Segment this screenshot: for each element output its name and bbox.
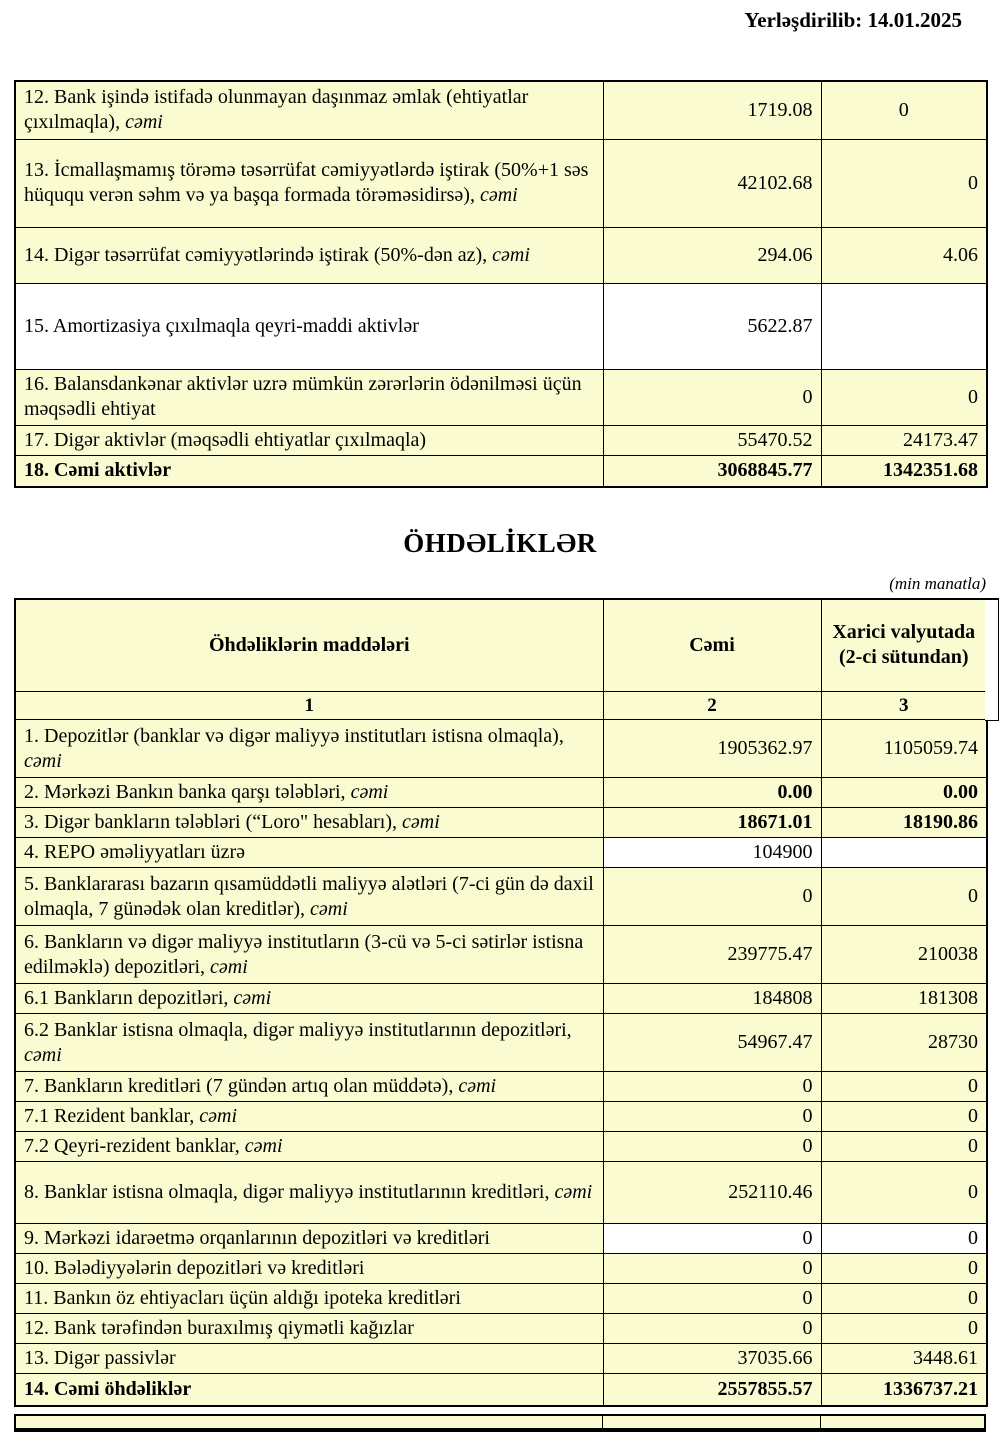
table-row — [15, 1014, 987, 1072]
row-label-cell — [15, 778, 603, 808]
total-value-cell: 239775.47 — [603, 926, 821, 984]
row-label: 8. Banklar istisna olmaqla, digər maliyyə institutlarının kreditləri, — [24, 1181, 555, 1204]
foreign-value-cell: 18190.86 — [821, 808, 987, 838]
row-label: 10. Bələdiyyələrin depozitləri və kreditləri — [24, 1257, 365, 1280]
row-label: 11. Bankın öz ehtiyacları üçün aldığı ipoteka kreditləri — [24, 1287, 461, 1310]
foreign-value-cell: 0 — [821, 1314, 987, 1344]
header-cell-overhang — [985, 598, 999, 721]
foreign-value-cell: 0 — [821, 1254, 987, 1284]
foreign-value-cell: 0 — [821, 139, 987, 227]
table-row — [15, 81, 987, 139]
liabilities-table — [14, 598, 988, 1407]
total-value-cell: 3068845.77 — [603, 455, 821, 487]
row-label-suffix: cəmi — [24, 1043, 62, 1066]
table-row — [15, 838, 987, 868]
foreign-value-cell: 28730 — [821, 1014, 987, 1072]
row-label-cell — [15, 369, 603, 425]
total-value-cell: 18671.01 — [603, 808, 821, 838]
table-row — [15, 808, 987, 838]
section-title: ÖHDƏLİKLƏR — [403, 528, 597, 558]
foreign-value-cell: 24173.47 — [821, 425, 987, 455]
row-label-cell — [15, 868, 603, 926]
foreign-value-cell: 3448.61 — [821, 1344, 987, 1374]
total-value-cell: 0 — [603, 868, 821, 926]
row-label-cell — [15, 425, 603, 455]
row-label: 9. Mərkəzi idarəetmə orqanlarının depozitləri və kreditləri — [24, 1227, 490, 1250]
foreign-value-cell: 0 — [821, 1162, 987, 1224]
row-label-cell — [15, 455, 603, 487]
row-label-cell — [15, 1344, 603, 1374]
total-value-cell: 55470.52 — [603, 425, 821, 455]
row-label-suffix: cəmi — [402, 811, 440, 834]
row-label-suffix: cəmi — [492, 243, 530, 266]
row-label: 7.1 Rezident banklar, — [24, 1105, 200, 1128]
total-value-cell: 0 — [603, 1224, 821, 1254]
total-value-cell: 1719.08 — [603, 81, 821, 139]
row-label-suffix: cəmi — [233, 987, 272, 1010]
row-label-cell — [15, 1162, 603, 1224]
row-label: 17. Digər aktivlər (məqsədli ehtiyatlar çıxılmaqla) — [24, 428, 427, 451]
row-label: 16. Balansdankənar aktivlər uzrə mümkün zərərlərin ödənilməsi üçün məqsədli ehtiyat — [24, 373, 582, 420]
total-value-cell: 0 — [603, 1314, 821, 1344]
row-label: 6. Bankların və digər maliyyə institutların (3-cü və 5-ci sətirlər istisna edilməklə) depozitləri, — [24, 930, 584, 978]
column-divider — [602, 1416, 603, 1428]
table-row — [15, 778, 987, 808]
row-label-cell — [15, 1314, 603, 1344]
table-row — [15, 926, 987, 984]
foreign-value-cell: 0 — [821, 1072, 987, 1102]
row-label: 6.1 Bankların depozitləri, — [24, 987, 234, 1010]
foreign-value-cell: 181308 — [821, 984, 987, 1014]
column-number-row — [15, 691, 987, 720]
row-label-cell — [15, 808, 603, 838]
total-value-cell: 0 — [603, 1132, 821, 1162]
table-row — [15, 1314, 987, 1344]
next-table-cutoff-row — [14, 1414, 986, 1432]
col-header-total: Cəmi — [603, 599, 821, 691]
total-value-cell: 37035.66 — [603, 1344, 821, 1374]
col-number-1: 1 — [15, 691, 603, 720]
total-value-cell: 252110.46 — [603, 1162, 821, 1224]
row-label: 6.2 Banklar istisna olmaqla, digər maliyyə institutlarının depozitləri, — [24, 1018, 572, 1041]
row-label-suffix: cəmi — [458, 1075, 497, 1098]
row-label: 12. Bank işində istifadə olunmayan daşınmaz əmlak (ehtiyatlar çıxılmaqla), — [24, 86, 529, 134]
row-label-cell — [15, 838, 603, 868]
row-label: 14. Cəmi öhdəliklər — [24, 1378, 192, 1400]
table-row — [15, 1072, 987, 1102]
row-label-cell — [15, 720, 603, 778]
assets-table — [14, 80, 988, 488]
foreign-value-cell: 1336737.21 — [821, 1374, 987, 1406]
col-number-2: 2 — [603, 691, 821, 720]
table-row-total-assets — [15, 455, 987, 487]
row-label: 13. Digər passivlər — [24, 1347, 176, 1370]
posted-date: Yerləşdirilib: 14.01.2025 — [744, 8, 962, 32]
row-label: 18. Cəmi aktivlər — [24, 459, 172, 482]
table-row — [15, 425, 987, 455]
row-label-cell — [15, 1072, 603, 1102]
col-header-foreign: Xarici valyutada (2-ci sütundan) — [821, 599, 987, 691]
row-label: 13. İcmallaşmamış törəmə təsərrüfat cəmiyyətlərdə iştirak (50%+1 səs hüququ verən səhm və ya başqa formada törəməsidirsə), — [24, 159, 589, 206]
total-value-cell: 294.06 — [603, 227, 821, 283]
total-value-cell: 1905362.97 — [603, 720, 821, 778]
foreign-value-cell: 0.00 — [821, 778, 987, 808]
row-label-cell — [15, 1224, 603, 1254]
total-value-cell: 0 — [603, 1072, 821, 1102]
foreign-value-cell: 0 — [821, 369, 987, 425]
foreign-value-cell — [821, 838, 987, 868]
table-row — [15, 1162, 987, 1224]
table-row — [15, 868, 987, 926]
table-row — [15, 1132, 987, 1162]
row-label-suffix: cəmi — [310, 897, 348, 920]
total-value-cell: 0 — [603, 1254, 821, 1284]
row-label: 14. Digər təsərrüfat cəmiyyətlərində iştirak (50%-dən az), — [24, 243, 493, 266]
foreign-value-cell: 0 — [821, 1102, 987, 1132]
row-label-cell — [15, 1014, 603, 1072]
row-label-suffix: cəmi — [24, 749, 62, 772]
table-row — [15, 283, 987, 369]
row-label: 12. Bank tərəfindən buraxılmış qiymətli kağızlar — [24, 1317, 414, 1340]
foreign-value-cell: 0 — [821, 868, 987, 926]
foreign-value-cell: 1105059.74 — [821, 720, 987, 778]
column-divider — [820, 1416, 821, 1428]
foreign-value-cell: 4.06 — [821, 227, 987, 283]
row-label-suffix: cəmi — [125, 111, 163, 134]
row-label: 7.2 Qeyri-rezident banklar, — [24, 1135, 245, 1158]
total-value-cell: 0 — [603, 1102, 821, 1132]
table-row — [15, 1224, 987, 1254]
row-label: 4. REPO əməliyyatları üzrə — [24, 841, 246, 864]
row-label-suffix: cəmi — [244, 1135, 283, 1158]
foreign-value-cell: 210038 — [821, 926, 987, 984]
table-row — [15, 139, 987, 227]
table-row-total-liabilities — [15, 1374, 987, 1406]
total-value-cell: 0 — [603, 1284, 821, 1314]
foreign-value-cell: 0 — [821, 1132, 987, 1162]
unit-note: (min manatla) — [889, 574, 986, 593]
row-label-suffix: cəmi — [350, 781, 389, 804]
row-label-cell — [15, 1284, 603, 1314]
table-row — [15, 1254, 987, 1284]
total-value-cell: 2557855.57 — [603, 1374, 821, 1406]
row-label-cell — [15, 283, 603, 369]
table-row — [15, 1344, 987, 1374]
row-label: 7. Bankların kreditləri (7 gündən artıq olan müddətə), — [24, 1075, 459, 1098]
row-label-cell — [15, 139, 603, 227]
table-row — [15, 369, 987, 425]
row-label: 1. Depozitlər (banklar və digər maliyyə institutları istisna olmaqla), — [24, 724, 564, 747]
row-label-cell — [15, 227, 603, 283]
col-header-items: Öhdəliklərin maddələri — [15, 599, 603, 691]
total-value-cell: 42102.68 — [603, 139, 821, 227]
foreign-value-cell: 1342351.68 — [821, 455, 987, 487]
foreign-value-cell: 0 — [821, 1224, 987, 1254]
row-label: 2. Mərkəzi Bankın banka qarşı tələbləri, — [24, 781, 351, 804]
table-row — [15, 1284, 987, 1314]
row-label-suffix: cəmi — [479, 184, 518, 206]
total-value-cell: 54967.47 — [603, 1014, 821, 1072]
row-label-suffix: cəmi — [210, 955, 248, 978]
row-label-cell — [15, 926, 603, 984]
col-number-3: 3 — [821, 691, 987, 720]
foreign-value-cell — [821, 283, 987, 369]
row-label-cell — [15, 1102, 603, 1132]
total-value-cell: 5622.87 — [603, 283, 821, 369]
row-label-cell — [15, 1254, 603, 1284]
row-label: 15. Amortizasiya çıxılmaqla qeyri-maddi aktivlər — [24, 314, 419, 337]
foreign-value-cell: 0 — [821, 81, 987, 139]
row-label-cell — [15, 1132, 603, 1162]
row-label-suffix: cəmi — [554, 1181, 593, 1204]
table-row — [15, 1102, 987, 1132]
row-label-cell — [15, 984, 603, 1014]
row-label: 3. Digər bankların tələbləri (“Loro" hesabları), — [24, 811, 403, 834]
row-label-cell — [15, 81, 603, 139]
total-value-cell: 0.00 — [603, 778, 821, 808]
row-label-suffix: cəmi — [199, 1105, 238, 1128]
row-label-cell — [15, 1374, 603, 1406]
table-row — [15, 720, 987, 778]
table-row — [15, 984, 987, 1014]
total-value-cell: 184808 — [603, 984, 821, 1014]
total-value-cell: 0 — [603, 369, 821, 425]
foreign-value-cell: 0 — [821, 1284, 987, 1314]
table-row — [15, 227, 987, 283]
table-header-row — [15, 599, 987, 691]
total-value-cell: 104900 — [603, 838, 821, 868]
row-label: 5. Banklararası bazarın qısamüddətli maliyyə alətləri (7-ci gün də daxil olmaqla, 7 günədək olan kreditlər), — [24, 872, 594, 920]
